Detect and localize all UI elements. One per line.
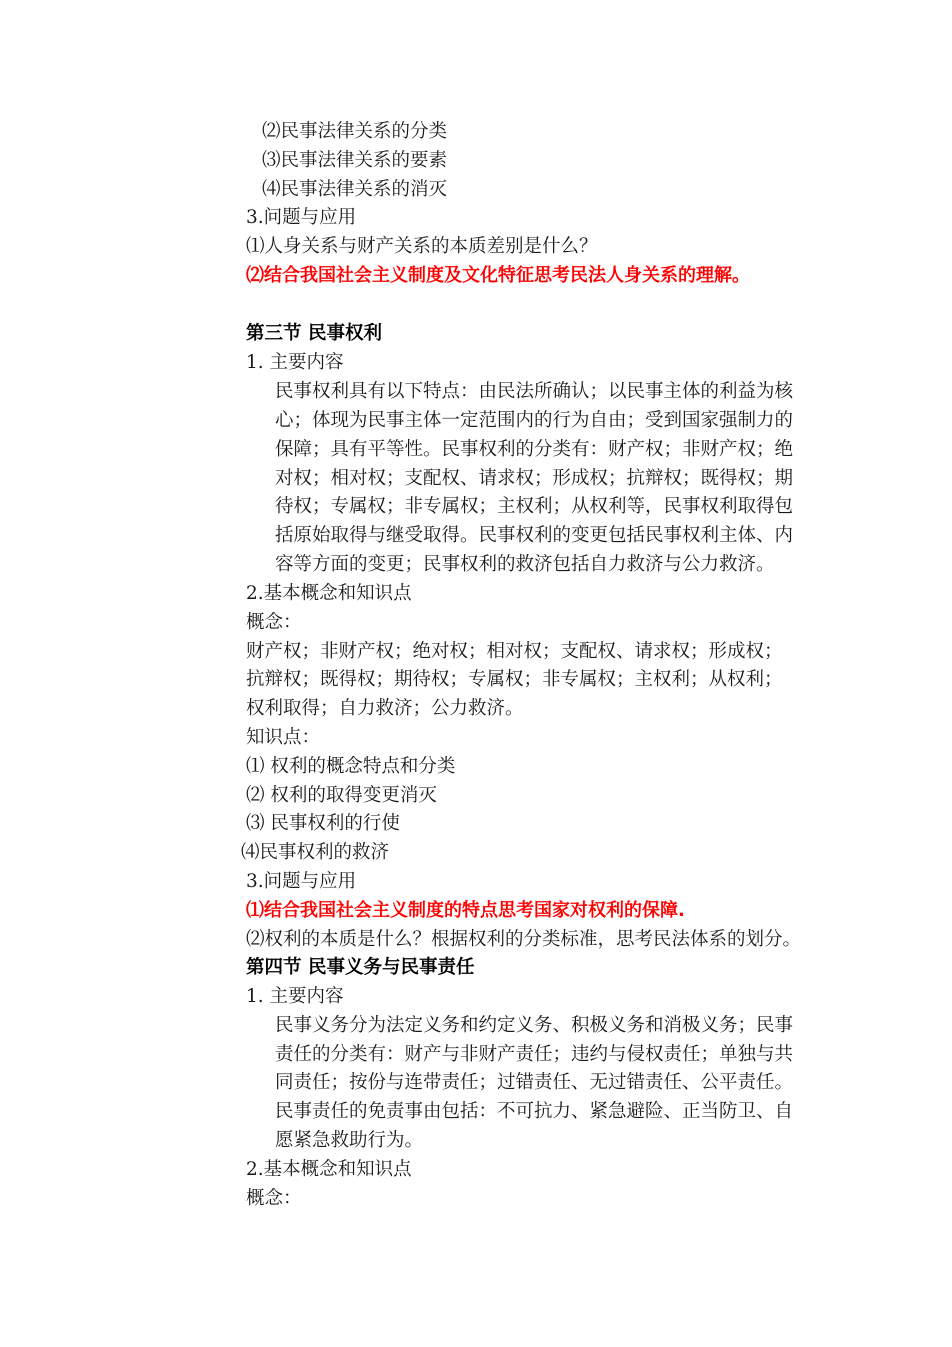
list-item: ⑴ 权利的概念特点和分类 (246, 756, 456, 777)
paragraph-line: 民事责任的免责事由包括：不可抗力、紧急避险、正当防卫、自 (275, 1101, 794, 1122)
list-item: ⑵ 权利的取得变更消灭 (246, 785, 437, 806)
paragraph-line: 责任的分类有：财产与非财产责任；违约与侵权责任；单独与共 (275, 1044, 794, 1065)
subheading: 2.基本概念和知识点 (246, 583, 412, 604)
paragraph-line: 对权；相对权；支配权、请求权；形成权；抗辩权；既得权；期 (275, 468, 794, 489)
subheading: 3.问题与应用 (246, 871, 357, 892)
paragraph-line: 同责任；按份与连带责任；过错责任、无过错责任、公平责任。 (275, 1072, 794, 1093)
list-item: ⑷民事权利的救济 (241, 842, 390, 863)
list-item: ⑶ 民事权利的行使 (246, 813, 400, 834)
label: 概念： (246, 1188, 302, 1209)
paragraph-line: 抗辩权；既得权；期待权；专属权；非专属权；主权利；从权利； (246, 669, 783, 690)
paragraph-line: 民事权利具有以下特点：由民法所确认；以民事主体的利益为核 (275, 381, 794, 402)
paragraph-line: 愿紧急救助行为。 (275, 1130, 424, 1151)
paragraph-line: 心；体现为民事主体一定范围内的行为自由；受到国家强制力的 (275, 410, 794, 431)
subheading: 1. 主要内容 (246, 986, 344, 1007)
subheading: 3.问题与应用 (246, 207, 357, 228)
paragraph-line: 容等方面的变更；民事权利的救济包括自力救济与公力救济。 (275, 554, 775, 575)
paragraph-line: 民事义务分为法定义务和约定义务、积极义务和消极义务；民事 (275, 1015, 794, 1036)
question: ⑵权利的本质是什么？根据权利的分类标准，思考民法体系的划分。 (246, 929, 802, 950)
subheading: 1. 主要内容 (246, 352, 344, 373)
paragraph-line: 财产权；非财产权；绝对权；相对权；支配权、请求权；形成权； (246, 641, 783, 662)
paragraph-line: 权利取得；自力救济；公力救济。 (246, 698, 524, 719)
list-item: ⑷民事法律关系的消灭 (262, 179, 448, 200)
highlighted-question: ⑴结合我国社会主义制度的特点思考国家对权利的保障. (246, 900, 685, 921)
paragraph-line: 括原始取得与继受取得。民事权利的变更包括民事权利主体、内 (275, 525, 794, 546)
highlighted-question: ⑵结合我国社会主义制度及文化特征思考民法人身关系的理解。 (246, 265, 750, 286)
paragraph-line: 待权；专属权；非专属权；主权利；从权利等，民事权利取得包 (275, 496, 794, 517)
list-item: ⑶民事法律关系的要素 (262, 150, 448, 171)
section-title: 第三节 民事权利 (246, 323, 382, 344)
list-item: ⑵民事法律关系的分类 (262, 121, 448, 142)
label: 知识点： (246, 727, 321, 748)
section-title: 第四节 民事义务与民事责任 (246, 957, 475, 978)
label: 概念： (246, 612, 302, 633)
paragraph-line: 保障；具有平等性。民事权利的分类有：财产权；非财产权；绝 (275, 439, 794, 460)
question: ⑴人身关系与财产关系的本质差别是什么？ (246, 236, 598, 257)
subheading: 2.基本概念和知识点 (246, 1159, 412, 1180)
